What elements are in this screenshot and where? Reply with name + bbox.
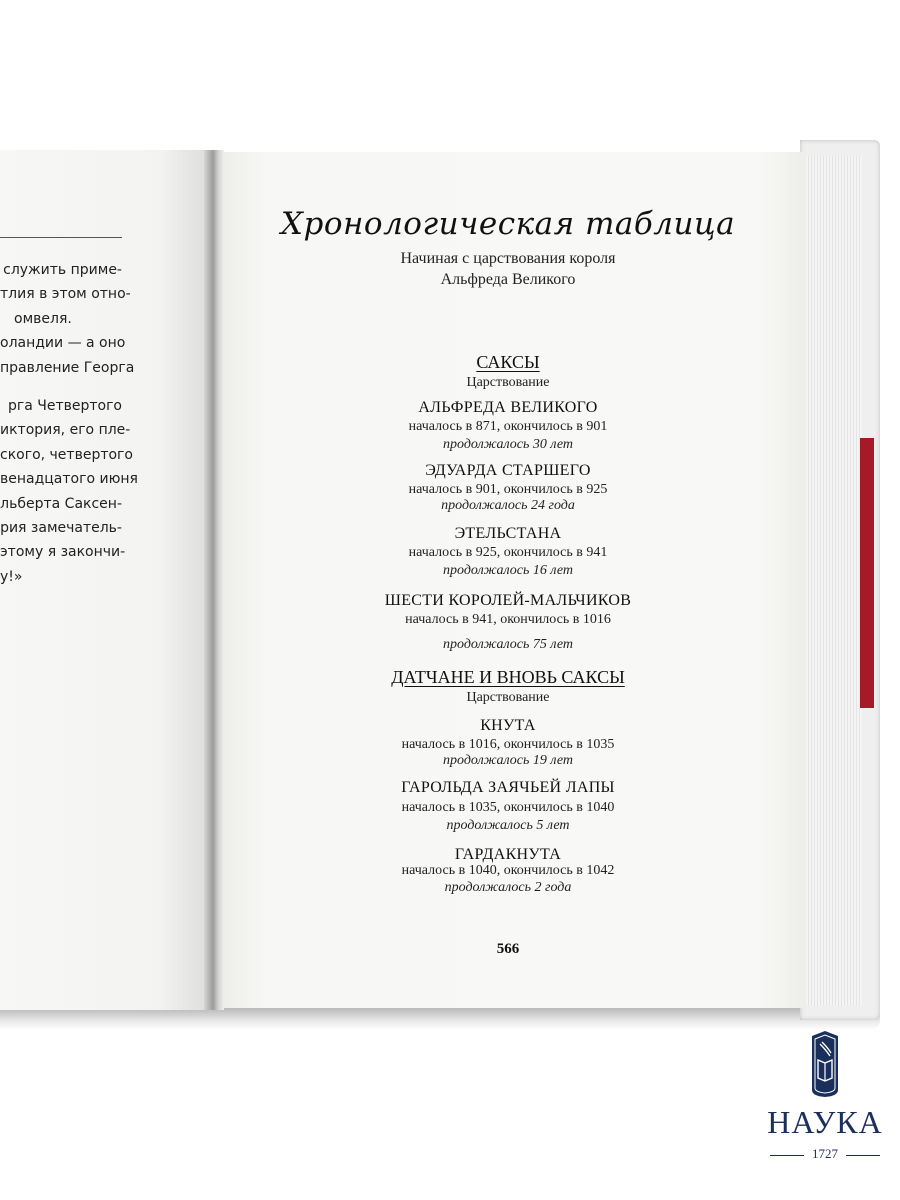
ruler-name: ШЕСТИ КОРОЛЕЙ-МАЛЬЧИКОВ [384,592,632,609]
ruler-dates: началось в 1016, окончилось в 1035 [401,737,615,752]
page-title: Хронологическая таблица [280,206,736,242]
ruler-duration: продолжалось 5 лет [446,818,570,833]
left-line: у!» [0,568,23,585]
book-shield-icon [810,1030,840,1098]
section-reign-label: Царствование [466,375,550,390]
left-line: льберта Саксен- [0,495,122,512]
subtitle-line: Начиная с царствования короля [400,250,616,267]
left-line: этому я закончи- [0,544,126,561]
ruler-duration: продолжалось 19 лет [443,753,573,768]
section-reign-label: Царствование [466,690,550,705]
left-page-text [0,258,138,589]
section-heading: ДАТЧАНЕ И ВНОВЬ САКСЫ [391,667,625,687]
left-page-rule [0,237,122,238]
left-line: тлия в этом отно- [0,286,131,303]
left-line: ского, четвертого [0,446,133,463]
ruler-dates: началось в 941, окончилось в 1016 [405,612,611,627]
page-subtitle [258,248,758,290]
subtitle-line: Альфреда Великого [440,271,576,288]
ruler-dates: началось в 901, окончилось в 925 [408,482,608,497]
ruler-duration: продолжалось 30 лет [443,437,573,452]
ruler-dates: началось в 871, окончилось в 901 [408,419,608,434]
left-line: венадцатого июня [0,471,138,488]
ruler-duration: продолжалось 16 лет [443,563,573,578]
left-line: рия замечатель- [0,520,122,537]
ruler-duration: продолжалось 2 года [444,880,572,895]
ruler-duration: продолжалось 24 года [441,498,575,513]
publisher-logo [760,1030,890,1170]
ruler-dates: началось в 1035, окончилось в 1040 [401,800,615,815]
ruler-name: АЛЬФРЕДА ВЕЛИКОГО [418,399,598,416]
ruler-dates: началось в 1040, окончилось в 1042 [401,863,615,878]
ruler-name: ГАРОЛЬДА ЗАЯЧЬЕЙ ЛАПЫ [401,779,615,796]
left-line: служить приме- [3,262,122,278]
ruler-name: ЭТЕЛЬСТАНА [454,525,562,542]
publisher-name: НАУКА [767,1104,883,1140]
left-line: оландии — а оно [0,335,126,352]
left-line: правление Георга [0,359,135,376]
section-heading: САКСЫ [476,352,540,372]
bookmark-ribbon [860,438,874,708]
paragraph-gap [0,380,122,394]
page-edges [800,156,862,1006]
ruler-name: ЭДУАРДА СТАРШЕГО [425,462,591,479]
book-gutter [204,150,224,1010]
ruler-name: ГАРДАКНУТА [454,846,562,863]
publisher-year: 1727 [760,1146,890,1162]
left-line: иктория, его пле- [0,422,131,439]
ruler-name: КНУТА [480,717,536,734]
left-line: рга Четвертого [7,398,122,415]
page-number: 566 [496,941,520,957]
left-line: омвеля. [14,310,72,327]
ruler-duration: продолжалось 75 лет [443,637,573,652]
ruler-dates: началось в 925, окончилось в 941 [408,545,608,560]
